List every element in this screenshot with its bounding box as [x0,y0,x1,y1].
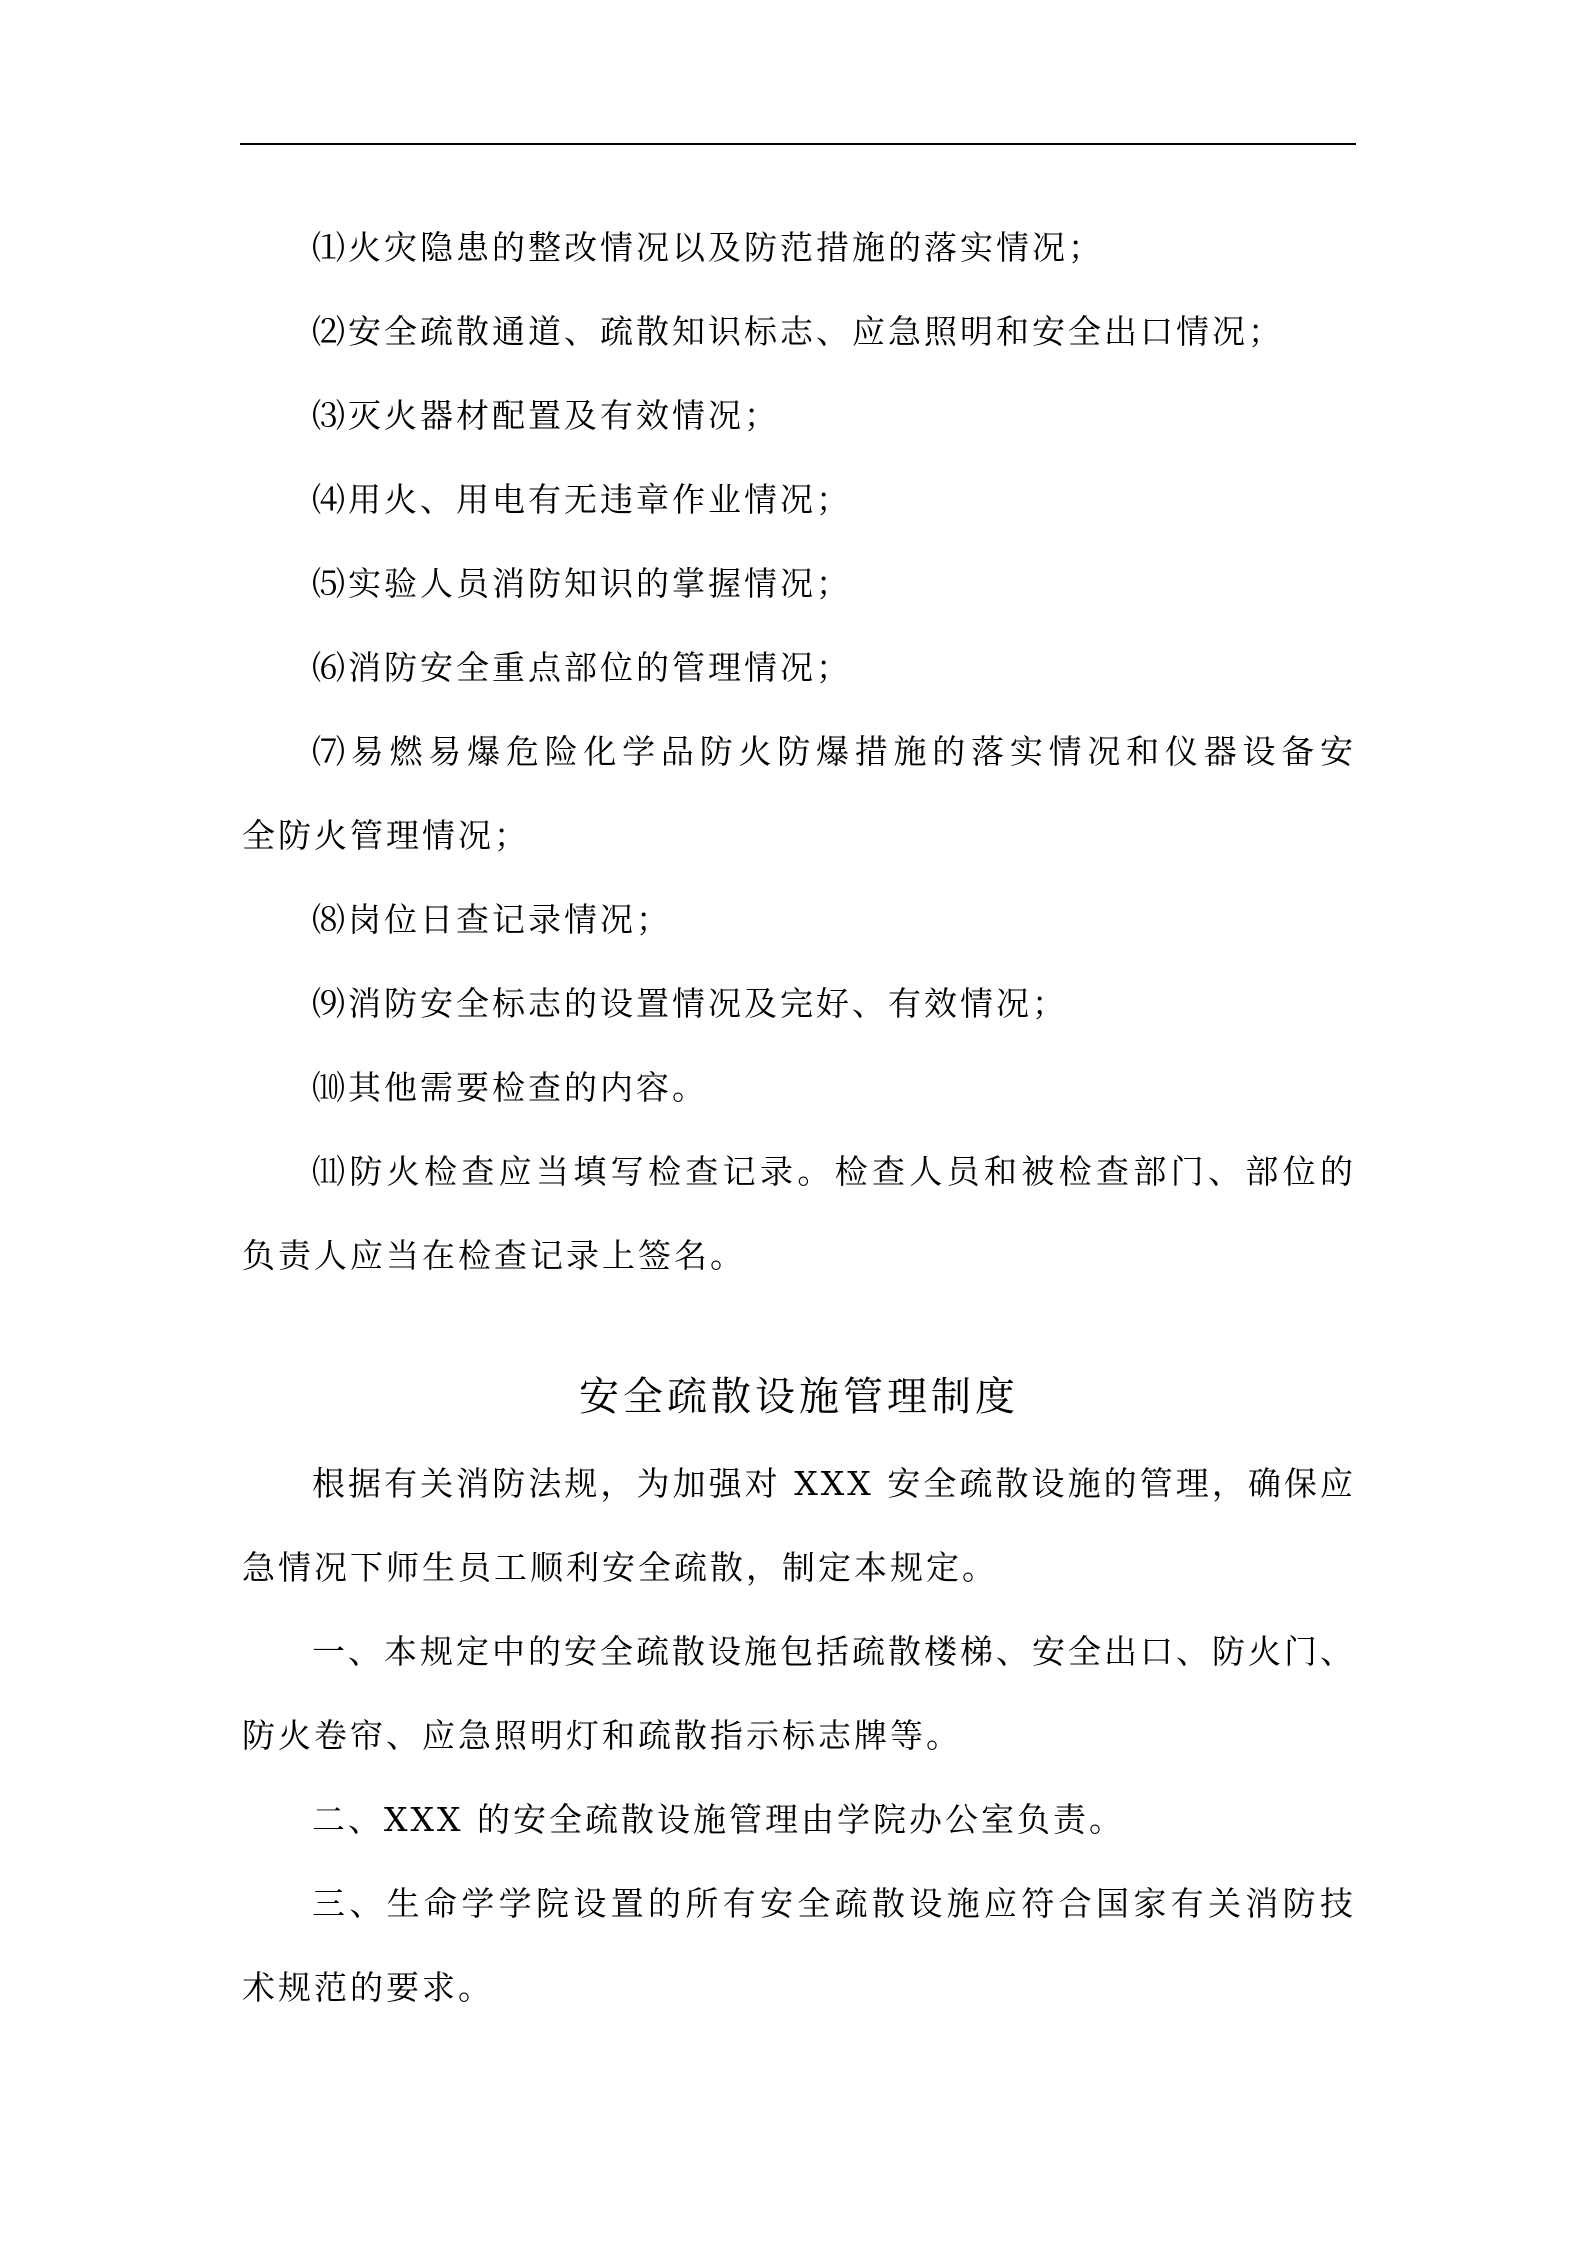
check-item-2: ⑵安全疏散通道、疏散知识标志、应急照明和安全出口情况； [312,312,1284,351]
article-1-line-2: 防火卷帘、应急照明灯和疏散指示标志牌等。 [242,1716,962,1755]
check-item-11-line-1: ⑾防火检查应当填写检查记录。检查人员和被检查部门、部位的 [312,1152,1356,1191]
check-item-6: ⑹消防安全重点部位的管理情况； [312,648,852,687]
intro-line-2: 急情况下师生员工顺利安全疏散，制定本规定。 [242,1548,998,1587]
check-item-11-line-2: 负责人应当在检查记录上签名。 [242,1236,746,1275]
document-body [242,206,1356,2030]
check-item-3: ⑶灭火器材配置及有效情况； [312,396,780,435]
article-3-line-1: 三、生命学学院设置的所有安全疏散设施应符合国家有关消防技 [312,1884,1356,1923]
check-item-9: ⑼消防安全标志的设置情况及完好、有效情况； [312,984,1068,1023]
check-item-8: ⑻岗位日查记录情况； [312,900,672,939]
check-item-1: ⑴火灾隐患的整改情况以及防范措施的落实情况； [312,228,1104,267]
article-1-line-1: 一、本规定中的安全疏散设施包括疏散楼梯、安全出口、防火门、 [312,1632,1356,1671]
article-2: 二、XXX 的安全疏散设施管理由学院办公室负责。 [312,1800,1125,1839]
check-item-5: ⑸实验人员消防知识的掌握情况； [312,564,852,603]
intro-line-1: 根据有关消防法规，为加强对 XXX 安全疏散设施的管理，确保应 [312,1464,1356,1503]
section-title: 安全疏散设施管理制度 [579,1374,1019,1420]
check-item-10: ⑽其他需要检查的内容。 [312,1068,708,1107]
header-rule [240,143,1356,145]
article-3-line-2: 术规范的要求。 [242,1968,494,2007]
check-item-7-line-2: 全防火管理情况； [242,816,530,855]
check-item-7-line-1: ⑺易燃易爆危险化学品防火防爆措施的落实情况和仪器设备安 [312,732,1356,771]
check-item-4: ⑷用火、用电有无违章作业情况； [312,480,852,519]
